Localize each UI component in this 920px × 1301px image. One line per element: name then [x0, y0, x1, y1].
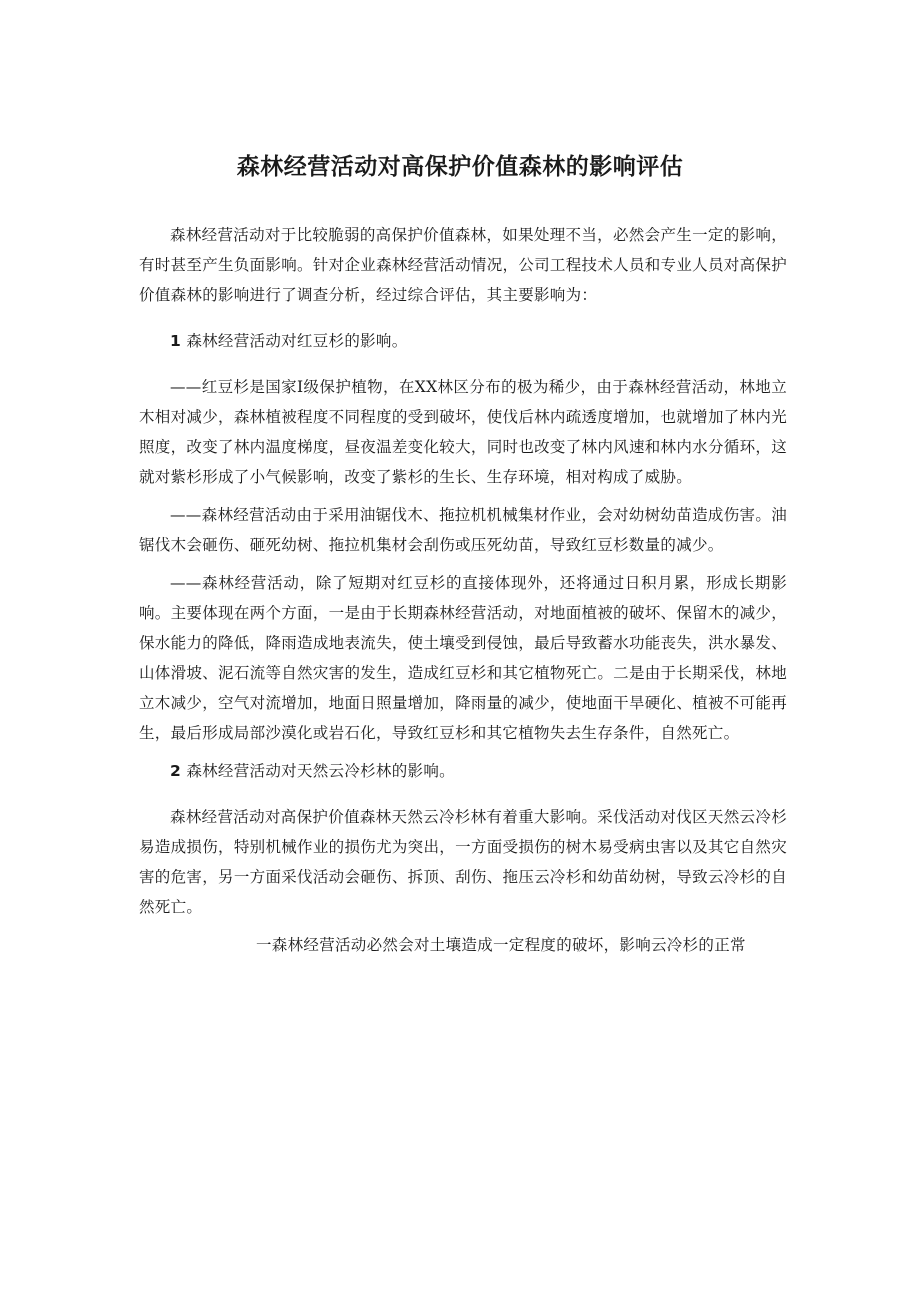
- section-1-number: 1: [170, 332, 182, 350]
- section-1-paragraph-3: ——森林经营活动，除了短期对红豆杉的直接体现外，还将通过日积月累，形成长期影响。主要体现在两个方面，一是由于长期森林经营活动，对地面植被的破坏、保留木的减少，保水能力的降低，降雨造成地表流失，使土壤受到侵蚀，最后导致蓄水功能丧失，洪水暴发、山体滑坡、泥石流等自然灾害的发生，造成红豆杉和其它植物死亡。二是由于长期采伐，林地立木减少，空气对流增加，地面日照量增加，降雨量的减少，使地面干旱硬化、植被不可能再生，最后形成局部沙漠化或岩石化，导致红豆杉和其它植物失去生存条件，自然死亡。: [139, 574, 787, 742]
- intro-paragraph: 森林经营活动对于比较脆弱的高保护价值森林，如果处理不当，必然会产生一定的影响，有时甚至产生负面影响。针对企业森林经营活动情况，公司工程技术人员和专业人员对高保护价值森林的影响进行了调查分析，经过综合评估，其主要影响为：: [139, 226, 787, 304]
- section-1-heading: [139, 326, 787, 356]
- section-1-paragraph-2: ——森林经营活动由于采用油锯伐木、拖拉机机械集材作业，会对幼树幼苗造成伤害。油锯伐木会砸伤、砸死幼树、拖拉机集材会刮伤或压死幼苗，导致红豆杉数量的减少。: [139, 506, 787, 554]
- document-body: [139, 220, 787, 960]
- document-title: 森林经营活动对高保护价值森林的影响评估: [236, 154, 684, 180]
- section-1-heading-text: 森林经营活动对红豆杉的影响。: [186, 332, 408, 350]
- section-2-number: 2: [170, 762, 182, 780]
- section-1-paragraph-1: ——红豆杉是国家Ⅰ级保护植物，在XX林区分布的极为稀少，由于森林经营活动，林地立木相对减少，森林植被程度不同程度的受到破坏，使伐后林内疏透度增加，也就增加了林内光照度，改变了林内温度梯度，昼夜温差变化较大，同时也改变了林内风速和林内水分循环，这就对紫杉形成了小气候影响，改变了紫杉的生长、生存环境，相对构成了威胁。: [139, 378, 787, 486]
- section-2-heading: [139, 756, 787, 786]
- section-2-paragraph-1: 森林经营活动对高保护价值森林天然云冷杉林有着重大影响。采伐活动对伐区天然云冷杉易造成损伤，特别机械作业的损伤尤为突出，一方面受损伤的树木易受病虫害以及其它自然灾害的危害，另一方面采伐活动会砸伤、拆顶、刮伤、拖压云冷杉和幼苗幼树，导致云冷杉的自然死亡。: [139, 808, 787, 916]
- section-2-paragraph-2: 一森林经营活动必然会对土壤造成一定程度的破坏，影响云冷杉的正常: [256, 936, 746, 954]
- section-2-heading-text: 森林经营活动对天然云冷杉林的影响。: [186, 762, 455, 780]
